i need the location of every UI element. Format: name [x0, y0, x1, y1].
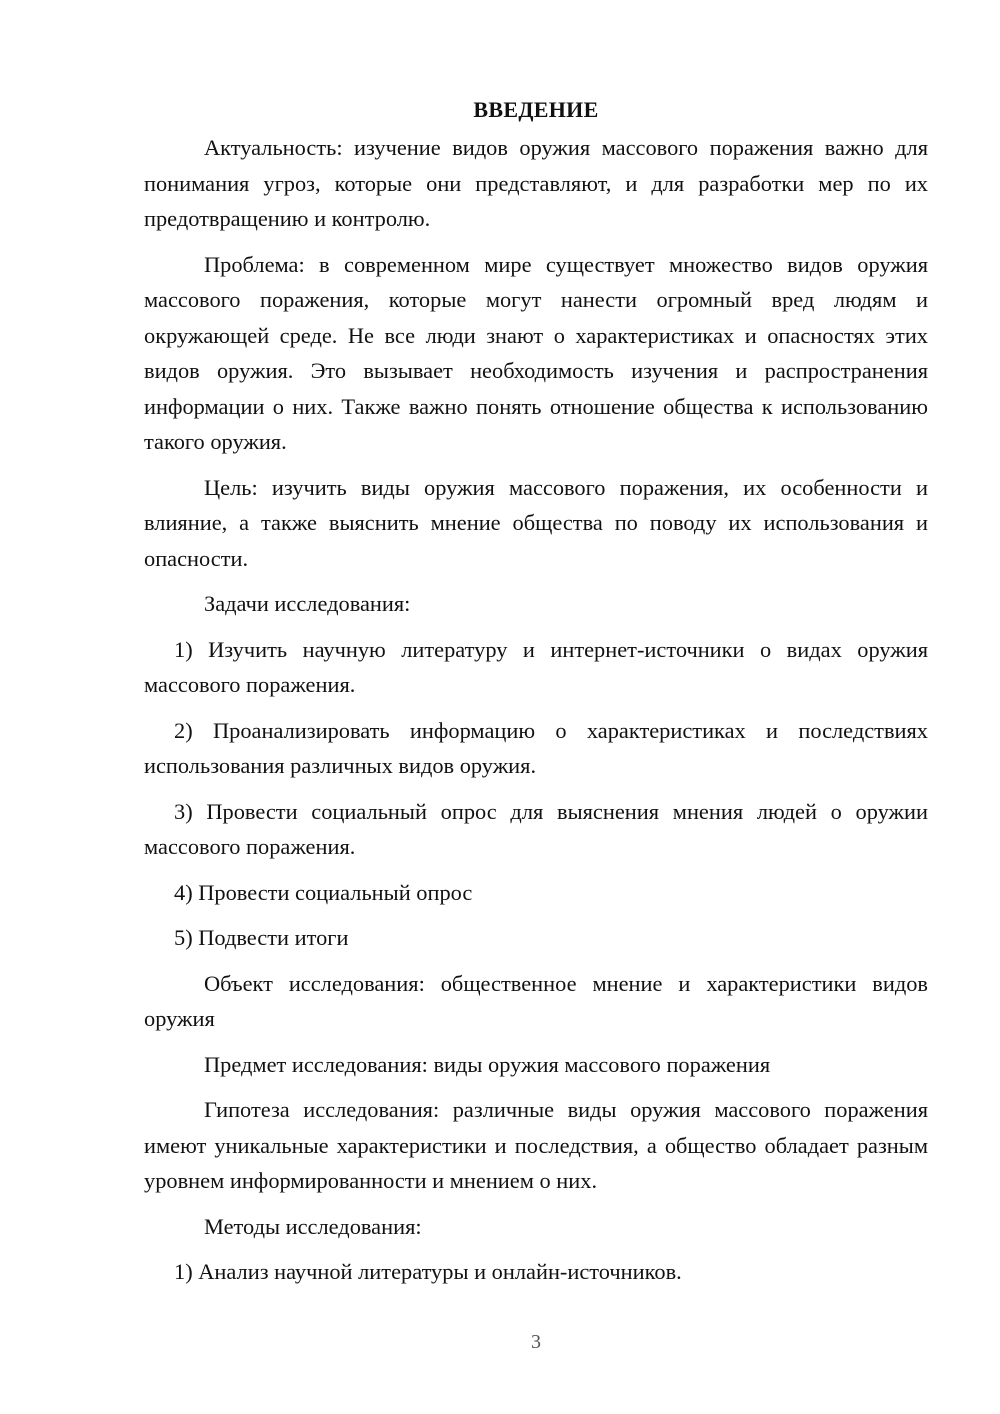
list-item-task-5: 5) Подвести итоги: [174, 925, 349, 950]
paragraph-object: Объект исследования: общественное мнение и характеристики видов оружия: [144, 970, 928, 1031]
document-page: [144, 92, 928, 1300]
paragraph-relevance: Актуальность: изучение видов оружия массового поражения важно для понимания угроз, которые они представляют, и для разработки мер по их предотвращению и контролю.: [144, 135, 928, 231]
list-item-task-4: 4) Провести социальный опрос: [174, 879, 473, 905]
list-item-method-1: 1) Анализ научной литературы и онлайн-источников.: [174, 1259, 682, 1284]
page-number: 3: [531, 1331, 541, 1353]
paragraph-goal: Цель: изучить виды оружия массового поражения, их особенности и влияние, а также выяснить мнение общества по поводу их использования и опасности.: [144, 474, 928, 571]
paragraph-tasks-heading: Задачи исследования:: [204, 591, 411, 616]
document-title: ВВЕДЕНИЕ: [473, 97, 599, 122]
paragraph-subject: Предмет исследования: виды оружия массового поражения: [204, 1051, 771, 1077]
list-item-task-1: 1) Изучить научную литературу и интернет-источники о видах оружия массового поражения.: [144, 636, 928, 697]
list-item-task-3: 3) Провести социальный опрос для выяснения мнения людей о оружии массового поражения.: [144, 798, 928, 859]
paragraph-methods-heading: Методы исследования:: [204, 1213, 422, 1239]
list-item-task-2: 2) Проанализировать информацию о характеристиках и последствиях использования различных видов оружия.: [144, 717, 928, 778]
paragraph-hypothesis: Гипотеза исследования: различные виды оружия массового поражения имеют уникальные характеристики и последствия, а общество обладает разным уровнем информированности и мнением о них.: [144, 1097, 928, 1193]
paragraph-problem: Проблема: в современном мире существует множество видов оружия массового поражения, которые могут нанести огромный вред людям и окружающей среде. Не все люди знают о характеристиках и опасностях этих видов оружия. Это вызывает необходимость изучения и распространения информации о них. Также важно понять отношение общества к использованию такого оружия.: [144, 251, 928, 454]
